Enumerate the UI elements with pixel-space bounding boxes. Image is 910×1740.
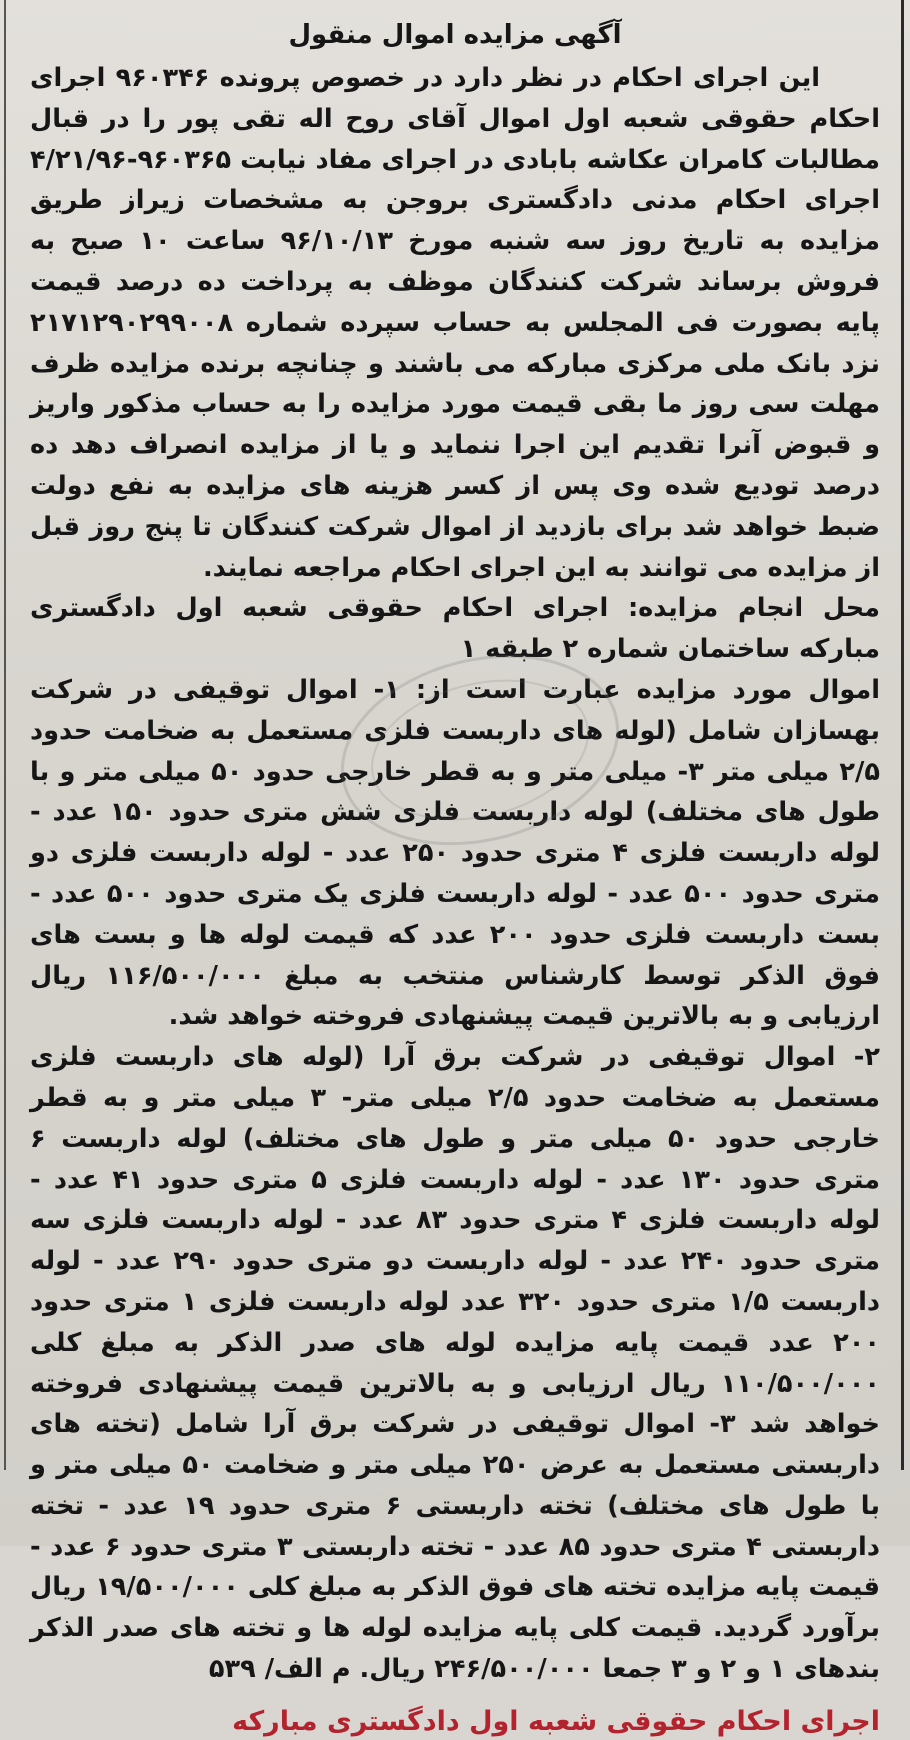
- notice-intro-paragraph: این اجرای احکام در نظر دارد در خصوص پرونده ۹۶۰۳۴۶ اجرای احکام حقوقی شعبه اول اموال آقای روح اله تقی پور را در قبال مطالبات کامران عکاشه بابادی در اجرای مفاد نیابت ۹۶۰۳۶۵-۴/۲۱/۹۶ اجرای احکام مدنی دادگستری بروجن به مشخصات زیراز طریق مزایده به تاریخ روز سه شنبه مورخ ۹۶/۱۰/۱۳ ساعت ۱۰ صبح به فروش برساند شرکت کنندگان موظف به پرداخت ده درصد قیمت پایه بصورت فی المجلس به حساب سپرده شماره ۲۱۷۱۲۹۰۲۹۹۰۰۸ نزد بانک ملی مرکزی مبارکه می باشند و چنانچه برنده مزایده ظرف مهلت سی روز ما بقی قیمت مورد مزایده را به حساب مذکور واریز و قبوض آنرا تقدیم این اجرا ننماید و یا از مزایده انصراف دهد ده درصد تودیع شده وی پس از کسر هزینه های مزایده به نفع دولت ضبط خواهد شد برای بازدید از اموال شرکت کنندگان تا پنج روز قبل از مزایده می توانند به این اجرای احکام مراجعه نمایند.: [30, 63, 880, 583]
- column-rule-right: [901, 0, 904, 1470]
- auction-location-paragraph: محل انجام مزایده: اجرای احکام حقوقی شعبه اول دادگستری مبارکه ساختمان شماره ۲ طبقه ۱: [30, 593, 880, 665]
- column-rule-left: [4, 0, 6, 1470]
- auction-items-paragraph-2-3: ۲- اموال توقیفی در شرکت برق آرا (لوله های داربست فلزی مستعمل به ضخامت حدود ۲/۵ میلی متر- ۳ میلی متر و به قطر خارجی حدود ۵۰ میلی متر و طول های مختلف) لوله داربست ۶ متری حدود ۱۳۰ عدد - لوله داربست فلزی ۵ متری حدود ۴۱ عدد - لوله داربست فلزی ۴ متری حدود ۸۳ عدد - لوله داربست فلزی سه متری حدود ۲۴۰ عدد - لوله داربست دو متری حدود ۲۹۰ عدد - لوله داربست ۱/۵ متری حدود ۳۲۰ عدد لوله داربست فلزی ۱ متری حدود ۲۰۰ عدد قیمت پایه مزایده لوله های صدر الذکر به مبلغ کلی ۱۱۰/۵۰۰/۰۰۰ ریال ارزیابی و به بالاترین قیمت پیشنهادی فروخته خواهد شد ۳- اموال توقیفی در شرکت برق آرا شامل (تخته های داربستی مستعمل به عرض ۲۵۰ میلی متر و ضخامت ۵۰ میلی متر و با طول های مختلف) تخته داربستی ۶ متری حدود ۱۹ عدد - تخته داربستی ۴ متری حدود ۸۵ عدد - تخته داربستی ۳ متری حدود ۶ عدد - قیمت پایه مزایده تخته های فوق الذکر به مبلغ کلی ۱۹/۵۰۰/۰۰۰ ریال برآورد گردید. قیمت کلی پایه مزایده لوله ها و تخته های صدر الذکر بندهای ۱ و ۲ و ۳ جمعا ۲۴۶/۵۰۰/۰۰۰ ریال. م الف/ ۵۳۹: [30, 1042, 881, 1685]
- issuer-signature: اجرای احکام حقوقی شعبه اول دادگستری مبارکه: [232, 1705, 880, 1737]
- auction-items-paragraph-1: اموال مورد مزایده عبارت است از: ۱- اموال توقیفی در شرکت بهسازان شامل (لوله های داربست فلزی مستعمل به ضخامت حدود ۲/۵ میلی متر ۳- میلی متر و به قطر خارجی حدود ۵۰ میلی متر و با طول های مختلف) لوله داربست فلزی شش متری حدود ۱۵۰ عدد - لوله داربست فلزی ۴ متری حدود ۲۵۰ عدد - لوله داربست فلزی دو متری حدود ۵۰۰ عدد - لوله داربست فلزی یک متری حدود ۵۰۰ عدد - بست داربست فلزی حدود ۲۰۰ عدد که قیمت لوله ها و بست های فوق الذکر توسط کارشناس منتخب به مبلغ ۱۱۶/۵۰۰/۰۰۰ ریال ارزیابی و به بالاترین قیمت پیشنهادی فروخته خواهد شد.: [30, 674, 881, 1032]
- notice-title: آگهی مزایده اموال منقول: [288, 20, 622, 50]
